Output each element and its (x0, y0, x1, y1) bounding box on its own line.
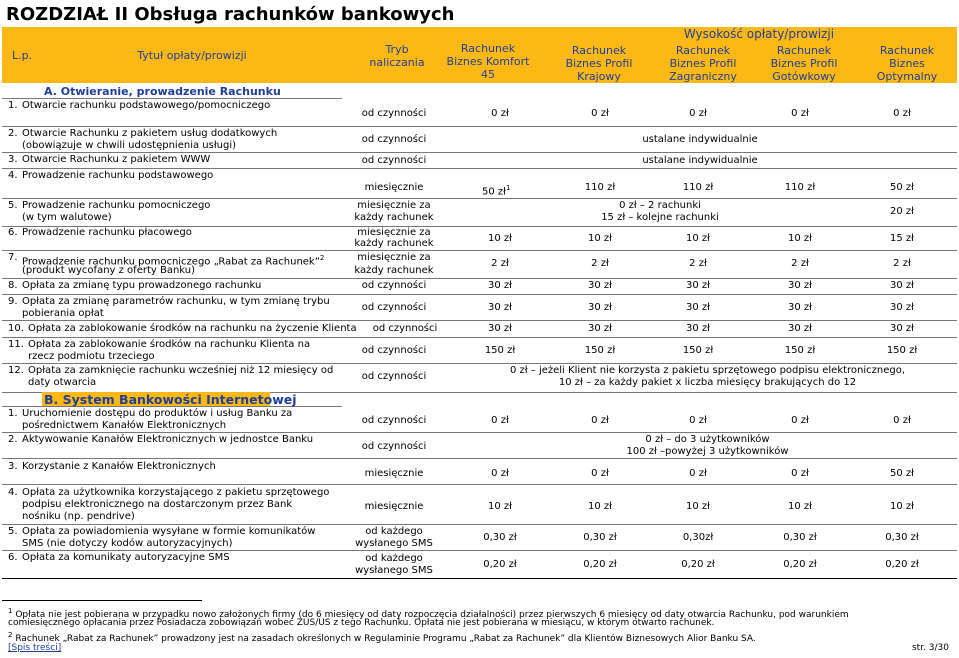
page-number: str. 3/30 (911, 643, 949, 653)
row-a5-lp: 5. (8, 200, 18, 211)
row-divider (2, 126, 957, 127)
row-b5-value-5: 0,30 zł (885, 532, 919, 543)
row-a1-mode: od czynności (361, 108, 427, 119)
footnote-1-cont: comiesięcznego opłacania przez Posiadacza zobowiązań wobec ZUS/US z tego Rachunku. Opłata nie jest pobierana w miesiącu, w którym otwarto rachunek. (8, 618, 715, 628)
row-a8-value-1: 30 zł (488, 280, 512, 291)
header-account-2: Rachunek Biznes Profil Krajowy (565, 43, 633, 83)
row-a2-mode: od czynności (361, 134, 427, 145)
row-a12-title: Opłata za zamknięcie rachunku wcześniej niż 12 miesięcy od (28, 365, 334, 376)
row-a11-value-2: 150 zł (584, 345, 616, 356)
row-b6-value-3: 0,20 zł (681, 559, 715, 570)
row-a7-lp: 7. (8, 252, 18, 263)
row-a4-value-2: 110 zł (584, 182, 616, 193)
row-a1-value-5: 0 zł (893, 108, 911, 119)
row-a11-value-4: 150 zł (784, 345, 816, 356)
row-b5-value-3: 0,30zł (682, 532, 714, 543)
row-a10-value-1: 30 zł (488, 323, 512, 334)
row-a6-title: Prowadzenie rachunku płacowego (22, 227, 192, 238)
header-account-4: Rachunek Biznes Profil Gotówkowy (770, 43, 838, 83)
row-b6-mode-2: wysłanego SMS (355, 565, 433, 576)
row-a6-lp: 6. (8, 227, 18, 238)
row-a2-title: Otwarcie Rachunku z pakietem usług dodatkowych (22, 128, 278, 139)
row-b4-title-2: podpisu elektronicznego na dostarczonym przez Bank (22, 499, 293, 510)
row-a10-value-2: 30 zł (588, 323, 612, 334)
row-divider (2, 168, 957, 169)
row-b5-title: Opłata za powiadomienia wysyłane w formie komunikatów (22, 526, 316, 537)
row-a12-title-2: daty otwarcia (28, 377, 97, 388)
row-a10-mode: od czynności (372, 323, 438, 334)
row-b3-lp: 3. (8, 461, 18, 472)
row-a10-lp: 10. (8, 323, 24, 334)
row-a4-mode: miesięcznie (364, 182, 424, 193)
row-divider (2, 432, 957, 433)
row-a9-value-5: 30 zł (890, 302, 914, 313)
row-a6-value-4: 10 zł (788, 233, 812, 244)
row-b2-merged-2: 100 zł –powyżej 3 użytkowników (626, 446, 789, 457)
row-a3-mode: od czynności (361, 155, 427, 166)
table-of-contents-link[interactable]: [Spis treści] (8, 643, 62, 653)
row-b2-merged: 0 zł – do 3 użytkowników (645, 434, 770, 445)
row-a4-lp: 4. (8, 170, 18, 181)
row-a9-lp: 9. (8, 296, 18, 307)
row-b6-value-5: 0,20 zł (885, 559, 919, 570)
row-a6-mode: miesięcznie za (357, 227, 431, 238)
row-b3-value-3: 0 zł (689, 468, 707, 479)
footnote-2-text: Rachunek „Rabat za Rachunek” prowadzony jest na zasadach określonych w Regulaminie Programu „Rabat za Rachunek” dla Klientów Biznesowych Alior Banku SA. (15, 634, 756, 644)
footnote-1-mark: 1 (8, 607, 13, 615)
row-divider (2, 98, 342, 99)
row-a4-title: Prowadzenie rachunku podstawowego (22, 170, 214, 181)
row-b6-value-4: 0,20 zł (783, 559, 817, 570)
row-divider (2, 320, 957, 321)
row-b3-mode: miesięcznie (364, 468, 424, 479)
row-a11-lp: 11. (8, 339, 24, 350)
row-divider (2, 458, 957, 459)
row-divider (2, 294, 957, 295)
row-a9-title-2: pobierania opłat (22, 308, 104, 319)
row-a9-mode: od czynności (361, 302, 427, 313)
row-a6-value-1: 10 zł (488, 233, 512, 244)
header-lp: L.p. (11, 48, 33, 62)
row-a5-last: 20 zł (890, 206, 914, 217)
row-a7-mode-2: każdy rachunek (354, 265, 434, 276)
row-b1-value-1: 0 zł (491, 415, 509, 426)
section-b-heading: B. System Bankowości Internetowej (44, 392, 297, 407)
row-b3-value-4: 0 zł (791, 468, 809, 479)
row-a11-value-5: 150 zł (886, 345, 918, 356)
row-a1-value-4: 0 zł (791, 108, 809, 119)
row-a8-value-5: 30 zł (890, 280, 914, 291)
row-b5-value-1: 0,30 zł (483, 532, 517, 543)
row-a10-value-5: 30 zł (890, 323, 914, 334)
row-b5-mode: od każdego (365, 526, 423, 537)
row-a5-title-2: (w tym walutowe) (22, 212, 112, 223)
header-tryb: Tryb naliczania (369, 43, 425, 69)
row-a8-mode: od czynności (361, 280, 427, 291)
row-a12-merged: 0 zł – jeżeli Klient nie korzysta z pakietu sprzętowego podpisu elektronicznego, (509, 365, 906, 376)
row-b5-value-2: 0,30 zł (583, 532, 617, 543)
row-b4-lp: 4. (8, 487, 18, 498)
row-a2-title-2: (obowiązuje w chwili udostępnienia usługi) (22, 140, 237, 151)
row-b6-title: Opłata za komunikaty autoryzacyjne SMS (22, 552, 230, 563)
row-b1-value-5: 0 zł (893, 415, 911, 426)
row-b2-mode: od czynności (361, 441, 427, 452)
row-divider (2, 484, 957, 485)
footnote-2 (8, 630, 756, 645)
row-b1-title: Uruchomienie dostępu do produktów i usług Banku za (22, 408, 293, 419)
row-a5-mode: miesięcznie za (357, 200, 431, 211)
row-b1-value-3: 0 zł (689, 415, 707, 426)
row-b1-lp: 1. (8, 408, 18, 419)
row-a5-merged-2: 15 zł – kolejne rachunki (601, 212, 719, 223)
row-b3-value-2: 0 zł (591, 468, 609, 479)
row-a4-value-1-text: 50 zł (482, 186, 506, 198)
row-b6-value-2: 0,20 zł (583, 559, 617, 570)
row-b3-value-5: 50 zł (890, 468, 914, 479)
header-wysokosc: Wysokość opłaty/prowizji (683, 27, 835, 41)
row-a5-mode-2: każdy rachunek (354, 212, 434, 223)
row-a4-value-5: 50 zł (890, 182, 914, 193)
row-b6-mode: od każdego (365, 553, 423, 564)
row-a8-title: Opłata za zmianę typu prowadzonego rachunku (22, 280, 262, 291)
row-a12-lp: 12. (8, 365, 24, 376)
row-b4-value-3: 10 zł (686, 501, 710, 512)
row-a10-value-4: 30 zł (788, 323, 812, 334)
row-b4-title: Opłata za użytkownika korzystającego z pakietu sprzętowego (22, 487, 330, 498)
header-account-1: Rachunek Biznes Komfort 45 (446, 41, 530, 81)
row-a7-value-2: 2 zł (591, 258, 609, 269)
header-tytul: Tytuł opłaty/prowizji (137, 48, 247, 62)
row-a12-merged-2: 10 zł – za każdy pakiet x liczba miesięcy brakujących do 12 (558, 377, 857, 388)
row-a9-value-4: 30 zł (788, 302, 812, 313)
row-divider (2, 198, 957, 199)
row-b1-title-2: pośrednictwem Kanałów Elektronicznych (22, 420, 227, 431)
row-divider (2, 278, 957, 279)
row-a9-value-3: 30 zł (686, 302, 710, 313)
chapter-title: ROZDZIAŁ II Obsługa rachunków bankowych (6, 4, 455, 25)
row-a8-value-2: 30 zł (588, 280, 612, 291)
row-a11-value-1: 150 zł (484, 345, 516, 356)
row-b3-title: Korzystanie z Kanałów Elektronicznych (22, 461, 216, 472)
row-a11-title: Opłata za zablokowanie środków na rachunku Klienta na (28, 339, 311, 350)
row-a12-mode: od czynności (361, 371, 427, 382)
row-a11-title-2: rzecz podmiotu trzeciego (28, 351, 155, 362)
row-b4-mode: miesięcznie (364, 501, 424, 512)
row-a6-value-5: 15 zł (890, 233, 914, 244)
row-a5-merged: 0 zł – 2 rachunki (619, 200, 701, 211)
row-a3-merged: ustalane indywidualnie (642, 155, 758, 166)
row-divider (2, 524, 957, 525)
row-b2-title: Aktywowanie Kanałów Elektronicznych w jednostce Banku (22, 434, 314, 445)
row-a7-title-text: Prowadzenie rachunku pomocniczego „Rabat za Rachunek” (22, 256, 320, 268)
row-a9-title: Opłata za zmianę parametrów rachunku, w tym zmianę trybu (22, 296, 330, 307)
row-a1-lp: 1. (8, 100, 18, 111)
row-a1-value-2: 0 zł (591, 108, 609, 119)
row-b4-value-5: 10 zł (890, 501, 914, 512)
row-a7-value-3: 2 zł (689, 258, 707, 269)
row-a7-value-4: 2 zł (791, 258, 809, 269)
row-divider (2, 152, 957, 153)
row-a4-value-1 (482, 182, 510, 198)
footnote-ref-2: 2 (319, 254, 325, 262)
row-a7-value-5: 2 zł (893, 258, 911, 269)
section-a-heading: A. Otwieranie, prowadzenie Rachunku (44, 85, 281, 98)
row-a6-value-3: 10 zł (686, 233, 710, 244)
footnote-2-mark: 2 (8, 631, 13, 639)
row-a3-title: Otwarcie Rachunku z pakietem WWW (22, 154, 211, 165)
row-b5-title-2: SMS (nie dotyczy kodów autoryzacyjnych) (22, 538, 233, 549)
row-a8-value-3: 30 zł (686, 280, 710, 291)
row-b1-mode: od czynności (361, 415, 427, 426)
row-a5-title: Prowadzenie rachunku pomocniczego (22, 200, 211, 211)
row-a7-title-2: (produkt wycofany z oferty Banku) (22, 265, 196, 276)
footnote-separator (2, 600, 202, 601)
row-a9-value-1: 30 zł (488, 302, 512, 313)
row-b3-value-1: 0 zł (491, 468, 509, 479)
header-account-3: Rachunek Biznes Profil Zagraniczny (669, 43, 737, 83)
row-b5-lp: 5. (8, 526, 18, 537)
row-b2-lp: 2. (8, 434, 18, 445)
row-a7-mode: miesięcznie za (357, 252, 431, 263)
row-a2-lp: 2. (8, 128, 18, 139)
row-b5-mode-2: wysłanego SMS (355, 538, 433, 549)
row-a10-value-3: 30 zł (686, 323, 710, 334)
row-a8-value-4: 30 zł (788, 280, 812, 291)
row-a6-value-2: 10 zł (588, 233, 612, 244)
row-a9-value-2: 30 zł (588, 302, 612, 313)
row-divider (2, 363, 957, 364)
row-divider (2, 337, 957, 338)
row-b4-value-1: 10 zł (488, 501, 512, 512)
row-divider (2, 550, 957, 551)
row-a3-lp: 3. (8, 154, 18, 165)
row-a4-value-4: 110 zł (784, 182, 816, 193)
footnote-ref-1: 1 (506, 184, 511, 192)
row-a7-value-1: 2 zł (491, 258, 509, 269)
row-a1-title: Otwarcie rachunku podstawowego/pomocniczego (22, 100, 271, 111)
row-b5-value-4: 0,30 zł (783, 532, 817, 543)
row-a1-value-3: 0 zł (689, 108, 707, 119)
row-b4-title-3: nośniku (np. pendrive) (22, 511, 135, 522)
row-b1-value-2: 0 zł (591, 415, 609, 426)
row-divider (2, 250, 957, 251)
row-a10-title: Opłata za zablokowanie środków na rachunku na życzenie Klienta (28, 323, 357, 334)
row-a1-value-1: 0 zł (491, 108, 509, 119)
row-a11-value-3: 150 zł (682, 345, 714, 356)
row-b6-lp: 6. (8, 552, 18, 563)
header-account-5: Rachunek Biznes Optymalny (876, 43, 938, 83)
table-bottom-border (2, 578, 957, 579)
row-a11-mode: od czynności (361, 345, 427, 356)
row-b1-value-4: 0 zł (791, 415, 809, 426)
row-a8-lp: 8. (8, 280, 18, 291)
row-a2-merged: ustalane indywidualnie (642, 134, 758, 145)
row-a4-value-3: 110 zł (682, 182, 714, 193)
row-b4-value-2: 10 zł (588, 501, 612, 512)
row-b6-value-1: 0,20 zł (483, 559, 517, 570)
row-a6-mode-2: każdy rachunek (354, 238, 434, 249)
footnote-1-text: Opłata nie jest pobierana w przypadku nowo założonych firmy (do 6 miesięcy od daty rozpoczęcia działalności) przez pierwszych 6 miesięcy od daty otwarcia Rachunku, pod warunkiem (15, 610, 849, 620)
row-b4-value-4: 10 zł (788, 501, 812, 512)
